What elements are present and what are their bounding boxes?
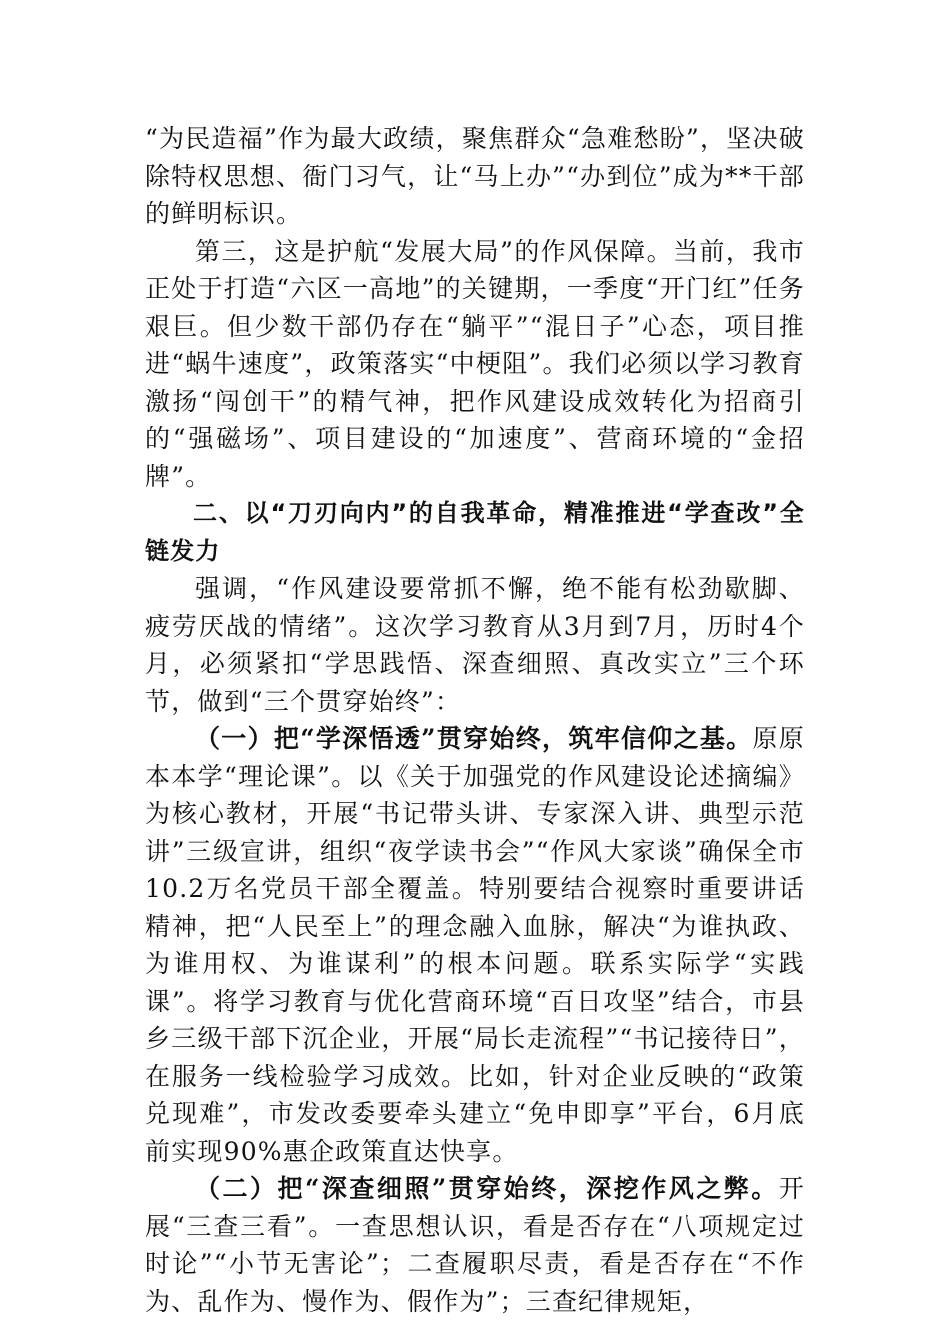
paragraph-section-intro: 强调，“作风建设要常抓不懈，绝不能有松劲歇脚、疲劳厌战的情绪”。这次学习教育从3月到7月，历时4个月，必须紧扣“学思践悟、深查细照、真改实立”三个环节，做到“三个贯穿始终”： [145,574,805,716]
section-heading-2: 二、以“刀刃向内”的自我革命，精准推进“学查改”全链发力 [145,499,805,565]
paragraph-subsection-1 [145,720,805,1170]
document-page [145,120,805,1320]
paragraph-continuation: “为民造福”作为最大政绩，聚焦群众“急难愁盼”，坚决破除特权思想、衙门习气，让“马上办”“办到位”成为**干部的鲜明标识。 [145,124,805,228]
subsection-1-body: 原原本本学“理论课”。以《关于加强党的作风建设论述摘编》为核心教材，开展“书记带头讲、专家深入讲、典型示范讲”三级宣讲，组织“夜学读书会”“作风大家谈”确保全市10.2万名党员干部全覆盖。特别要结合视察时重要讲话精神，把“人民至上”的理念融入血脉，解决“为谁执政、为谁用权、为谁谋利”的根本问题。联系实际学“实践课”。将学习教育与优化营商环境“百日攻坚”结合，市县乡三级干部下沉企业，开展“局长走流程”“书记接待日”，在服务一线检验学习成效。比如，针对企业反映的“政策兑现难”，市发改委要牵头建立“免申即享”平台，6月底前实现90%惠企政策直达快享。 [145,724,805,1166]
paragraph-third-point: 第三，这是护航“发展大局”的作风保障。当前，我市正处于打造“六区一高地”的关键期，一季度“开门红”任务艰巨。但少数干部仍存在“躺平”“混日子”心态，项目推进“蜗牛速度”，政策落实“中梗阻”。我们必须以学习教育激扬“闯创干”的精气神，把作风建设成效转化为招商引的“强磁场”、项目建设的“加速度”、营商环境的“金招牌”。 [145,236,805,491]
subsection-1-title: （一）把“学深悟透”贯穿始终，筑牢信仰之基。 [195,724,753,753]
subsection-2-body: 开展“三查三看”。一查思想认识，看是否存在“八项规定过时论”“小节无害论”；二查履职尽责，看是否存在“不作为、乱作为、慢作为、假作为”；三查纪律规矩， [145,1174,805,1316]
subsection-2-title: （二）把“深查细照”贯穿始终，深挖作风之弊。 [195,1174,779,1203]
paragraph-subsection-2 [145,1170,805,1320]
